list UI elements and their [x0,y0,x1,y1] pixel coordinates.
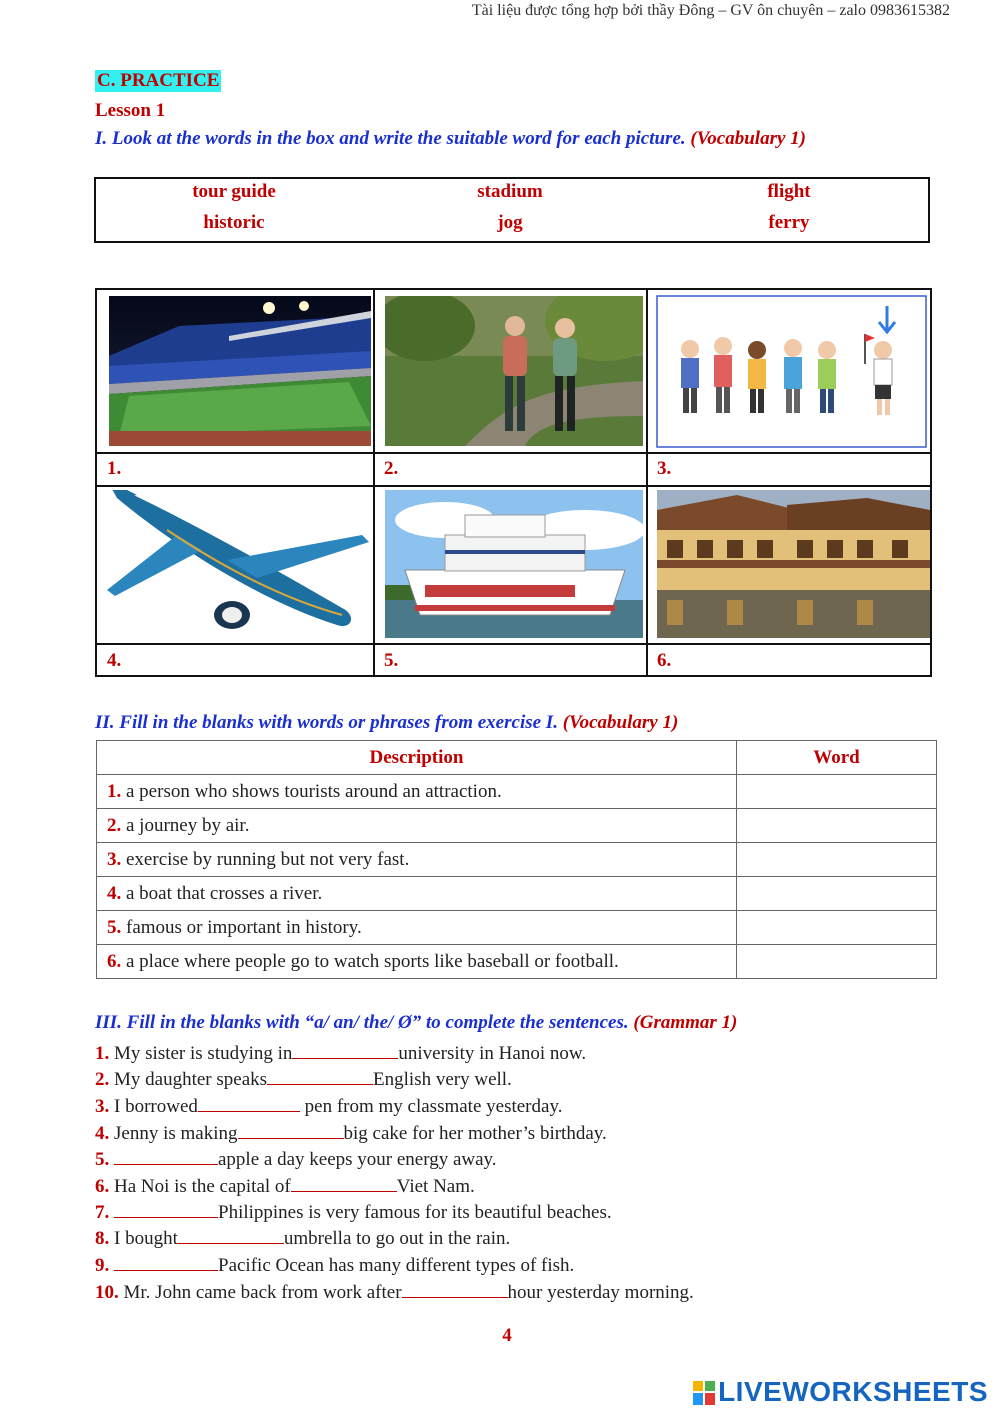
table-row [97,945,937,979]
word-answer-cell[interactable] [737,775,937,809]
answer-blank[interactable] [114,1147,218,1165]
word-box [94,177,930,243]
answer-blank[interactable] [114,1200,218,1218]
row-number: 3. [107,848,122,870]
liveworksheets-logo-icon [693,1380,715,1404]
grammar-item [95,1280,694,1304]
table-row [97,877,937,911]
item-number: 8. [95,1228,110,1249]
table-row [97,911,937,945]
row-description: a boat that crosses a river. [126,882,323,904]
liveworksheets-logo [693,1376,988,1408]
row-number: 6. [107,950,122,972]
picture-number-1: 1. [107,458,122,479]
word-answer-cell[interactable] [737,877,937,911]
exercise-1-tag: (Vocabulary 1) [690,128,806,149]
ferry-picture [385,490,643,638]
answer-blank[interactable] [114,1253,218,1271]
historic-town-picture [657,490,930,638]
item-number: 10. [95,1282,119,1303]
picture-grid [95,288,932,677]
row-number: 2. [107,814,122,836]
picture-number-2: 2. [384,458,399,479]
item-number: 2. [95,1069,110,1090]
row-description: a place where people go to watch sports like baseball or football. [126,950,619,972]
grammar-item [95,1174,475,1198]
stadium-picture [109,296,371,446]
exercise-1-instruction: I. Look at the words in the box and write the suitable word for each picture. [95,128,686,149]
sentence-end: university in Hanoi now. [398,1043,587,1064]
picture-number-4: 4. [107,650,122,671]
grammar-item [95,1226,510,1250]
item-number: 9. [95,1255,110,1276]
table-row [97,843,937,877]
jogging-picture [385,296,643,446]
word-header: Word [737,741,937,775]
sentence-start: I borrowed [114,1096,198,1117]
answer-blank[interactable] [291,1174,397,1192]
answer-blank[interactable] [238,1121,344,1139]
section-title: C. PRACTICE [97,70,220,91]
description-header: Description [97,741,737,775]
word-answer-cell[interactable] [737,945,937,979]
sentence-end: umbrella to go out in the rain. [283,1228,511,1249]
sentence-end: hour yesterday morning. [507,1282,694,1303]
item-number: 4. [95,1123,110,1144]
word-historic: historic [203,212,265,233]
word-answer-cell[interactable] [737,809,937,843]
sentence-end: apple a day keeps your energy away. [218,1149,497,1170]
exercise-3-title [95,1012,737,1034]
grammar-item [95,1253,574,1277]
page-number: 4 [502,1325,512,1346]
answer-blank[interactable] [178,1226,284,1244]
picture-number-6: 6. [657,650,672,671]
sentence-end: big cake for her mother’s birthday. [343,1123,607,1144]
exercise-2-title [95,712,678,734]
grammar-item [95,1200,612,1224]
sentence-start: Ha Noi is the capital of [114,1176,291,1197]
exercise-3-tag: (Grammar 1) [633,1012,738,1033]
sentence-end: Pacific Ocean has many different types of fish. [218,1255,575,1276]
answer-blank[interactable] [402,1280,508,1298]
row-description: a person who shows tourists around an attraction. [126,780,502,802]
picture-number-3: 3. [657,458,672,479]
grammar-item [95,1094,562,1118]
answer-blank[interactable] [198,1094,300,1112]
word-tour-guide: tour guide [192,181,276,202]
sentence-start: Mr. John came back from work after [123,1282,402,1303]
airplane-picture [107,490,369,640]
sentence-start: I bought [114,1228,178,1249]
answer-blank[interactable] [292,1041,398,1059]
row-description: famous or important in history. [126,916,362,938]
exercise-3-instruction: III. Fill in the blanks with “a/ an/ the/ Ø” to complete the sentences. [95,1012,629,1033]
description-table [96,740,937,979]
answer-blank[interactable] [267,1067,373,1085]
sentence-start: My sister is studying in [114,1043,293,1064]
sentence-end: pen from my classmate yesterday. [299,1096,563,1117]
word-answer-cell[interactable] [737,843,937,877]
header-note: Tài liệu được tổng hợp bởi thầy Đông – GV ôn chuyên – zalo 0983615382 [471,2,950,19]
exercise-2-instruction: II. Fill in the blanks with words or phrases from exercise I. [95,712,558,733]
row-number: 1. [107,780,122,802]
exercise-1-title [95,128,806,150]
row-description: a journey by air. [126,814,250,836]
exercise-2-tag: (Vocabulary 1) [562,712,679,733]
sentence-end: Philippines is very famous for its beautiful beaches. [218,1202,612,1223]
sentence-end: Viet Nam. [396,1176,475,1197]
word-jog: jog [497,212,523,233]
row-description: exercise by running but not very fast. [126,848,410,870]
grammar-item [95,1121,607,1145]
item-number: 5. [95,1149,110,1170]
table-row [97,775,937,809]
picture-number-5: 5. [384,650,399,671]
word-flight: flight [767,181,811,202]
tour-guide-picture [655,294,928,449]
item-number: 3. [95,1096,110,1117]
table-header-row [97,741,937,775]
item-number: 6. [95,1176,110,1197]
table-row [97,809,937,843]
item-number: 7. [95,1202,110,1223]
lesson-title: Lesson 1 [95,100,166,121]
item-number: 1. [95,1043,110,1064]
liveworksheets-logo-text: LIVEWORKSHEETS [718,1376,988,1407]
sentence-start: My daughter speaks [114,1069,268,1090]
word-answer-cell[interactable] [737,911,937,945]
row-number: 5. [107,916,122,938]
grammar-item [95,1147,497,1171]
grammar-item [95,1041,586,1065]
word-ferry: ferry [768,212,810,233]
sentence-start: Jenny is making [114,1123,238,1144]
grammar-item [95,1067,512,1091]
row-number: 4. [107,882,122,904]
word-stadium: stadium [477,181,543,202]
sentence-end: English very well. [373,1069,512,1090]
